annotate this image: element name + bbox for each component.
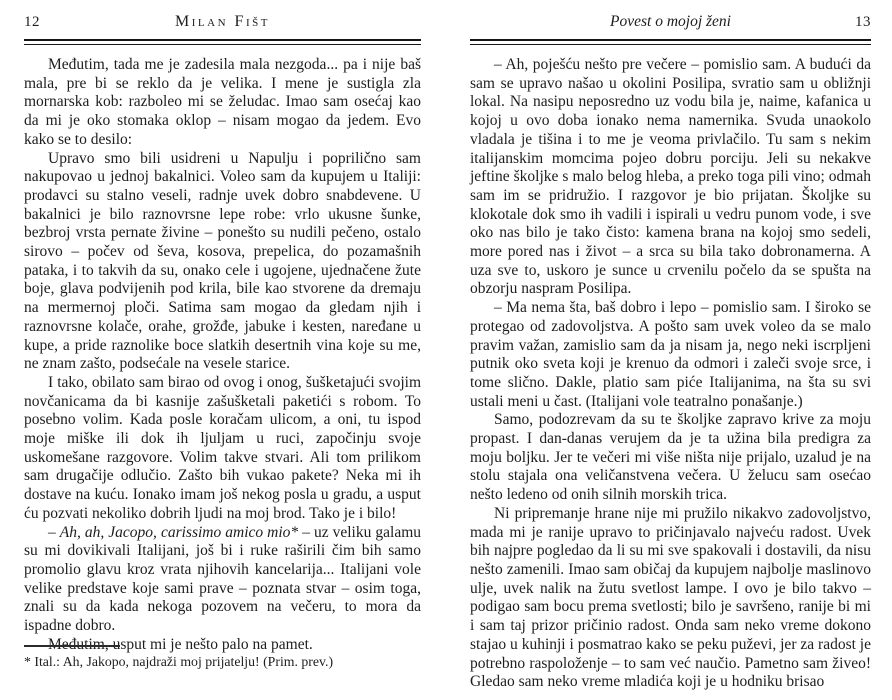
paragraph: I tako, obilato sam birao od ovog i onog, šušketajući svojim novčanicama da bi kasnije zašušketali paketići s robom. To posebno volim. Kada posle koračam ulicom, a oni, tu ispod moje miške ili dok ih ljuljam u ruci, započinju svoje uskomešane razgovore. Volim takve stvari. Ali tom prilikom sam drugačije odlučio. Zašto bih vukao pakete? Neka mi ih dostave na kuću. Ionako imam još nekog posla u gradu, a usput ću pozvati nekoliko dobrih ljudi na moj brod. Tako je i bilo!: [24, 373, 421, 522]
paragraph: – Ah, poješću nešto pre večere – pomislio sam. A budući da sam se upravo našao u okolini Posilipa, svratio sam u obližnji lokal. Na nasipu neposredno uz vodu bila je, naime, kafanica u kojoj u ovo doba ionako nema namernika. Svuda unaokolo vladala je tišina i to me je veoma privlačilo. Tu sam s nekim italijanskim momcima pojeo dobru porciju. Jeli su nekakve jeftine školjke s malo belog hleba, a preko toga pili vino; odmah sam im se pridružio. I razgovor je bio prijatan. Školjke su klokotale dok smo ih vadili i ispirali u vedru punom vode, i sve oko nas bilo je tako čisto: kamena brana na kojoj smo sedeli, more pored nas i život – a srca su bila tako dobronamerna. A uza sve to, uskoro je sunce u crvenilu počelo da se spušta na obzorju naspram Posilipa.: [470, 56, 871, 298]
left-page-content: [24, 12, 421, 655]
left-body-text: [24, 56, 421, 655]
paragraph-with-italic-quote: [24, 524, 421, 636]
italian-quote-with-footnote-marker: Ah, ah, Jacopo, carissimo amico mio*: [59, 523, 299, 541]
paragraph: Međutim, usput mi je nešto palo na pamet.: [48, 635, 313, 653]
dialogue-dash: –: [48, 523, 60, 541]
right-header-rule: [470, 39, 871, 45]
right-body-text: [470, 56, 871, 692]
footnote-divider-rule: [24, 645, 120, 647]
right-running-header-title: Povest o mojoj ženi: [610, 13, 731, 30]
right-running-head: [470, 12, 871, 38]
footnote-block: [24, 645, 421, 670]
paragraph: Samo, podozrevam da su te školjke zapravo krive za moju propast. I dan-danas verujem da je ta užina bila predigra za moju boljku. Jer te večeri mi više ništa nije prijalo, uzalud je na stolu stajala ona veličanstvena večera. U želucu sam osećao nešto ledeno od onih silnih morskih trica.: [470, 411, 871, 504]
paragraph: – Ma nema šta, baš dobro i lepo – pomislio sam. I široko se protegao od zadovoljstva. A pošto sam uvek voleo da se malo pravim važan, zamislio sam da ja nisam ja, nego neki iscrpljeni putnik oko sveta koji je krenuo da odmori i zaleči svoje srce, i tome slično. Dakle, platio sam piće Italijanima, na šta su svi ustali meni u čast. (Italijani vole teatralno ponašanje.): [470, 299, 871, 410]
right-page-number: 13: [855, 14, 871, 30]
right-page-content: [470, 12, 871, 692]
right-page: [446, 0, 892, 700]
left-running-header-title: Milan Fišt: [175, 13, 270, 30]
paragraph: Upravo smo bili usidreni u Napulju i poprilično sam nakupovao u jednoj bakalnici. Voleo sam da kupujem u Italiji: prodavci su stalno veseli, radnje uvek dobro snabdevene. U bakalnici je bilo raznovrsne lepe robe: vrlo ukusne šunke, bezbroj vrsta pernate živine – ponešto su nudili pečeno, ostalo sirovo – počev od ševa, kosova, prepelica, do pozamašnih pataka, i to takvih da su, onako cele i ugojene, ujednačene žute boje, glava podvijenih pod krila, bile kao stvorene da dremaju na mermernoj ploči. Satima sam mogao da gledam njih i raznovrsne kolače, orahe, grožđe, jabuke i kesten, naređane u kupe, a pride raznolike boce slatkih desertnih vina koje su me, ne znam zašto, podsećale na vesele starice.: [24, 149, 421, 373]
left-header-rule: [24, 39, 421, 45]
paragraph-continuation: – uz veliku galamu su mi dovikivali Italijani, još bi i ruke raširili čim bih samo promolio glavu kroz vrata njihovih kancelarija... Italijani vole velike predstave koje sami prave – poznata stvar – osim toga, znali su da kada nekoga pozovem na večeru, to mora da ispadne dobro.: [24, 523, 422, 635]
paragraph: Ni pripremanje hrane nije mi pružilo nikakvo zadovoljstvo, mada mi je ranije upravo to pričinjavalo najveću radost. Uvek bih najpre pogledao da li su mi sve spakovali i dostavili, da nisu nešto zamenili. Imao sam običaj da kupujem najbolje maslinovo ulje, uvek nalik na žutu svetlost lampe. I ovo je bilo takvo – podigao sam bocu prema svetlosti; bilo je savršeno, ranije bi mi i sam taj prizor pričinio radost. Onda sam neko vreme dokono stajao u kuhinji i posmatrao kako se peku puževi, jer za radost je potrebno raspoloženje – to sam već naučio. Pametno sam živeo! Gledao sam neko vreme mladića koji je u hodniku brisao: [470, 504, 871, 691]
left-page-number: 12: [24, 14, 40, 30]
paragraph: Međutim, tada me je zadesila mala nezgoda... pa i nije baš mala, pre bi se reklo da je velika. I mene je sustigla zla mornarska kob: razboleo mi se želudac. Imao sam osećaj kao da mi je oko stomaka oklop – nisam mogao da jedem. Evo kako se to desilo:: [24, 56, 421, 148]
footnote-text: * Ital.: Ah, Jakopo, najdraži moj prijatelju! (Prim. prev.): [24, 654, 334, 669]
left-running-head: [24, 12, 421, 38]
